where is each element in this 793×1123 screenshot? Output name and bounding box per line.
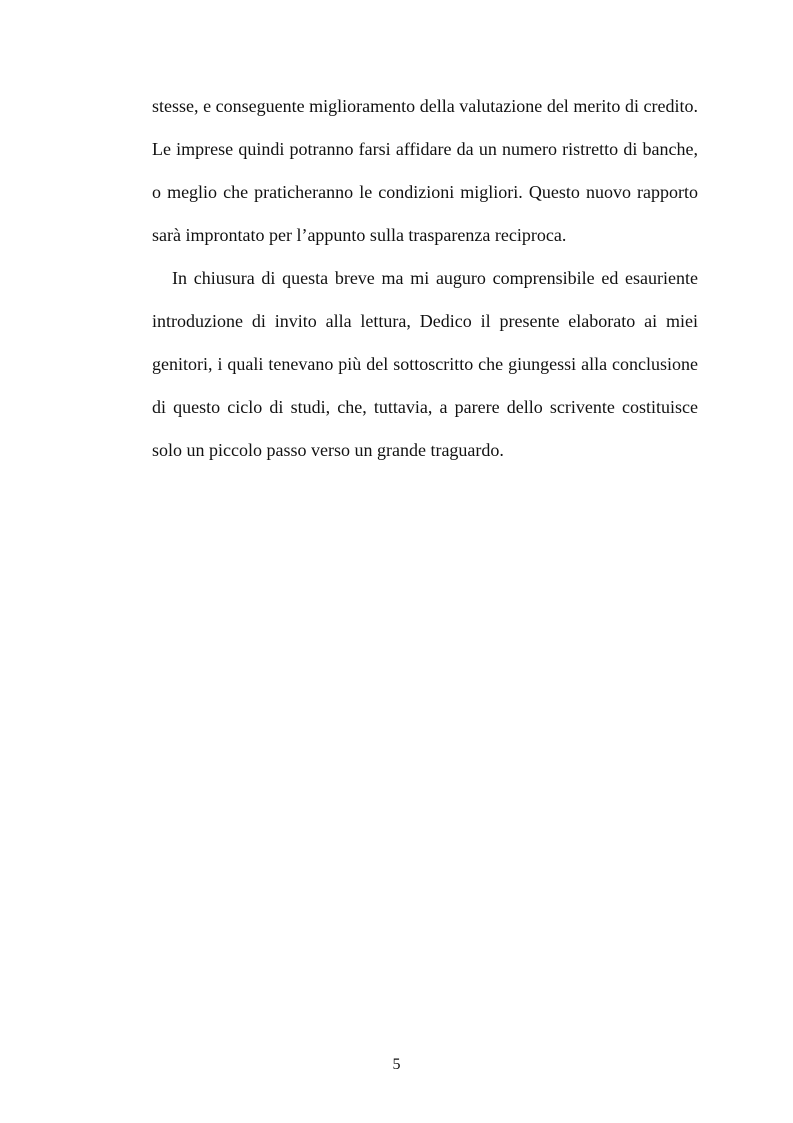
body-text (152, 88, 698, 475)
page-number: 5 (392, 1056, 401, 1073)
text-line: stesse, e conseguente miglioramento della valutazione del merito di credito. (152, 96, 698, 116)
text-line: di questo ciclo di studi, che, tuttavia, a parere dello scrivente costituisce (152, 397, 698, 417)
text-line: In chiusura di questa breve ma mi auguro comprensibile ed esauriente (172, 268, 698, 288)
text-line: sarà improntato per l’appunto sulla trasparenza reciproca. (152, 225, 567, 245)
text-line: introduzione di invito alla lettura, Dedico il presente elaborato ai miei (152, 311, 698, 331)
text-line: solo un piccolo passo verso un grande traguardo. (152, 440, 504, 460)
text-line: Le imprese quindi potranno farsi affidare da un numero ristretto di banche, (152, 139, 698, 159)
text-line: o meglio che praticheranno le condizioni migliori. Questo nuovo rapporto (152, 182, 698, 202)
paragraph-1 (152, 88, 698, 260)
paragraph-2 (152, 260, 698, 475)
text-line: genitori, i quali tenevano più del sottoscritto che giungessi alla conclusione (152, 354, 698, 374)
